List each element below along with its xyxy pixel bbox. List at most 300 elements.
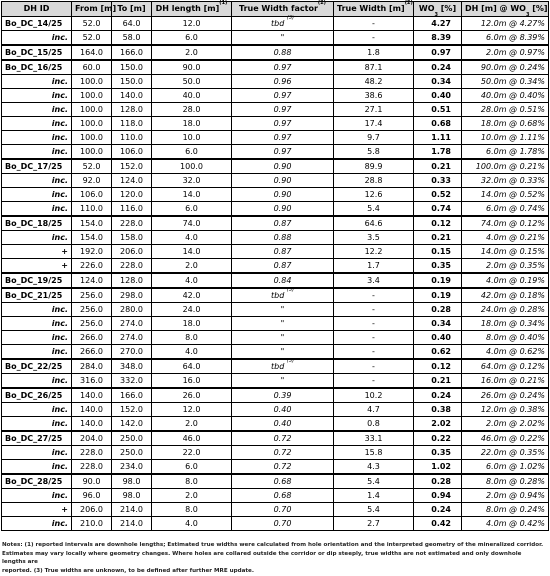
cell-true-width: 3.5	[334, 231, 414, 245]
cell-to: 110.0	[112, 131, 152, 145]
cell-tw-factor: "	[232, 31, 334, 46]
cell-dh-id: inc.	[2, 202, 72, 217]
cell-to: 274.0	[112, 317, 152, 331]
cell-from: 228.0	[72, 446, 112, 460]
cell-tw-factor: "	[232, 345, 334, 360]
cell-true-width: -	[334, 359, 414, 374]
cell-length: 8.0	[152, 331, 232, 345]
cell-length: 42.0	[152, 288, 232, 303]
cell-true-width: 12.2	[334, 245, 414, 259]
cell-true-width: 0.8	[334, 417, 414, 432]
cell-wo3: 0.68	[414, 117, 462, 131]
cell-dh-id: inc.	[2, 446, 72, 460]
cell-to: 118.0	[112, 117, 152, 131]
cell-tw-factor: tbd $^{(3)}$	[232, 288, 334, 303]
cell-to: 128.0	[112, 273, 152, 288]
cell-wo3: 0.97	[414, 45, 462, 60]
cell-tw-factor: 0.84	[232, 273, 334, 288]
header-intercept: DH [m] @ WO3 [%]	[462, 2, 549, 17]
header-wo3: WO3 [%]	[414, 2, 462, 17]
cell-length: 6.0	[152, 202, 232, 217]
cell-tw-factor: 0.70	[232, 503, 334, 517]
cell-wo3: 8.39	[414, 31, 462, 46]
header-length: DH length $[m]^{(1)}$	[152, 2, 232, 17]
cell-intercept: 40.0m @ 0.40%	[462, 89, 549, 103]
notes-line: Notes: (1) reported intervals are downhole lengths; Estimated true widths were calculated from hole orientation and the interpreted geometry of the mineralized corridor.	[2, 542, 544, 548]
cell-wo3: 0.28	[414, 303, 462, 317]
cell-true-width: -	[334, 345, 414, 360]
table-row	[2, 273, 549, 288]
table-row	[2, 303, 549, 317]
cell-to: 280.0	[112, 303, 152, 317]
cell-from: 52.0	[72, 17, 112, 31]
table-row	[2, 446, 549, 460]
cell-intercept: 14.0m @ 0.52%	[462, 188, 549, 202]
cell-wo3: 0.74	[414, 202, 462, 217]
cell-intercept: 14.0m @ 0.15%	[462, 245, 549, 259]
table-row	[2, 231, 549, 245]
table-row	[2, 460, 549, 475]
cell-wo3: 0.34	[414, 317, 462, 331]
table-row	[2, 75, 549, 89]
table-row	[2, 517, 549, 531]
header-row	[2, 2, 549, 17]
cell-from: 228.0	[72, 460, 112, 475]
table-row	[2, 474, 549, 489]
cell-wo3: 2.02	[414, 417, 462, 432]
table-row	[2, 388, 549, 403]
cell-intercept: 74.0m @ 0.12%	[462, 216, 549, 231]
cell-dh-id: Bo_DC_26/25	[2, 388, 72, 403]
cell-intercept: 26.0m @ 0.24%	[462, 388, 549, 403]
cell-to: 120.0	[112, 188, 152, 202]
cell-intercept: 6.0m @ 1.02%	[462, 460, 549, 475]
cell-true-width: 4.7	[334, 403, 414, 417]
cell-tw-factor: 0.40	[232, 417, 334, 432]
cell-from: 256.0	[72, 288, 112, 303]
cell-to: 166.0	[112, 388, 152, 403]
header-true-width: True Width $[m]^{(2)}$	[334, 2, 414, 17]
cell-intercept: 2.0m @ 0.35%	[462, 259, 549, 274]
cell-intercept: 46.0m @ 0.22%	[462, 431, 549, 446]
cell-tw-factor: 0.39	[232, 388, 334, 403]
cell-wo3: 0.35	[414, 259, 462, 274]
cell-length: 26.0	[152, 388, 232, 403]
cell-from: 140.0	[72, 388, 112, 403]
cell-tw-factor: 0.97	[232, 89, 334, 103]
drill-results-table	[1, 1, 549, 531]
cell-to: 214.0	[112, 503, 152, 517]
cell-from: 154.0	[72, 231, 112, 245]
cell-tw-factor: 0.96	[232, 75, 334, 89]
cell-true-width: 9.7	[334, 131, 414, 145]
cell-wo3: 0.19	[414, 288, 462, 303]
cell-tw-factor: 0.97	[232, 103, 334, 117]
table-row	[2, 431, 549, 446]
cell-intercept: 90.0m @ 0.24%	[462, 60, 549, 75]
cell-true-width: -	[334, 317, 414, 331]
cell-tw-factor: 0.68	[232, 474, 334, 489]
cell-from: 110.0	[72, 202, 112, 217]
cell-to: 214.0	[112, 517, 152, 531]
cell-wo3: 0.21	[414, 374, 462, 389]
table-row	[2, 60, 549, 75]
cell-to: 298.0	[112, 288, 152, 303]
cell-from: 100.0	[72, 117, 112, 131]
cell-to: 150.0	[112, 60, 152, 75]
table-row	[2, 417, 549, 432]
cell-tw-factor: 0.90	[232, 159, 334, 174]
cell-wo3: 0.15	[414, 245, 462, 259]
cell-length: 6.0	[152, 31, 232, 46]
cell-wo3: 0.21	[414, 231, 462, 245]
cell-length: 18.0	[152, 317, 232, 331]
cell-length: 2.0	[152, 489, 232, 503]
cell-dh-id: inc.	[2, 89, 72, 103]
cell-intercept: 32.0m @ 0.33%	[462, 174, 549, 188]
cell-tw-factor: 0.90	[232, 174, 334, 188]
table-row	[2, 31, 549, 46]
cell-from: 100.0	[72, 103, 112, 117]
cell-dh-id: +	[2, 503, 72, 517]
cell-tw-factor: 0.68	[232, 489, 334, 503]
cell-intercept: 64.0m @ 0.12%	[462, 359, 549, 374]
cell-to: 128.0	[112, 103, 152, 117]
cell-to: 234.0	[112, 460, 152, 475]
cell-from: 124.0	[72, 273, 112, 288]
cell-intercept: 8.0m @ 0.40%	[462, 331, 549, 345]
cell-to: 152.0	[112, 159, 152, 174]
cell-true-width: -	[334, 303, 414, 317]
cell-to: 158.0	[112, 231, 152, 245]
cell-to: 98.0	[112, 489, 152, 503]
cell-from: 192.0	[72, 245, 112, 259]
cell-wo3: 0.24	[414, 60, 462, 75]
table-notes	[2, 541, 547, 575]
cell-length: 32.0	[152, 174, 232, 188]
cell-from: 92.0	[72, 174, 112, 188]
cell-true-width: 3.4	[334, 273, 414, 288]
cell-to: 228.0	[112, 216, 152, 231]
cell-to: 332.0	[112, 374, 152, 389]
cell-intercept: 50.0m @ 0.34%	[462, 75, 549, 89]
table-row	[2, 45, 549, 60]
cell-intercept: 6.0m @ 0.74%	[462, 202, 549, 217]
cell-true-width: 4.3	[334, 460, 414, 475]
cell-true-width: 15.8	[334, 446, 414, 460]
table-row	[2, 103, 549, 117]
cell-wo3: 0.12	[414, 216, 462, 231]
cell-tw-factor: 0.90	[232, 202, 334, 217]
cell-intercept: 10.0m @ 1.11%	[462, 131, 549, 145]
cell-tw-factor: "	[232, 303, 334, 317]
cell-length: 12.0	[152, 403, 232, 417]
cell-dh-id: Bo_DC_16/25	[2, 60, 72, 75]
cell-intercept: 28.0m @ 0.51%	[462, 103, 549, 117]
cell-true-width: -	[334, 331, 414, 345]
cell-dh-id: inc.	[2, 374, 72, 389]
cell-from: 316.0	[72, 374, 112, 389]
cell-intercept: 4.0m @ 0.62%	[462, 345, 549, 360]
cell-wo3: 1.78	[414, 145, 462, 160]
cell-length: 16.0	[152, 374, 232, 389]
cell-tw-factor: 0.97	[232, 145, 334, 160]
cell-true-width: 5.4	[334, 503, 414, 517]
cell-wo3: 0.34	[414, 75, 462, 89]
cell-from: 100.0	[72, 145, 112, 160]
cell-intercept: 16.0m @ 0.21%	[462, 374, 549, 389]
table-row	[2, 503, 549, 517]
cell-from: 140.0	[72, 403, 112, 417]
cell-true-width: -	[334, 31, 414, 46]
cell-tw-factor: 0.97	[232, 60, 334, 75]
cell-intercept: 42.0m @ 0.18%	[462, 288, 549, 303]
cell-dh-id: inc.	[2, 517, 72, 531]
cell-intercept: 2.0m @ 2.02%	[462, 417, 549, 432]
cell-true-width: -	[334, 374, 414, 389]
cell-tw-factor: 0.88	[232, 231, 334, 245]
cell-intercept: 12.0m @ 4.27%	[462, 17, 549, 31]
cell-to: 228.0	[112, 259, 152, 274]
cell-tw-factor: tbd $^{(3)}$	[232, 17, 334, 31]
cell-dh-id: inc.	[2, 489, 72, 503]
cell-from: 154.0	[72, 216, 112, 231]
cell-length: 2.0	[152, 259, 232, 274]
cell-from: 256.0	[72, 317, 112, 331]
cell-tw-factor: 0.72	[232, 446, 334, 460]
cell-intercept: 22.0m @ 0.35%	[462, 446, 549, 460]
cell-to: 116.0	[112, 202, 152, 217]
cell-to: 98.0	[112, 474, 152, 489]
cell-dh-id: inc.	[2, 188, 72, 202]
cell-from: 52.0	[72, 159, 112, 174]
cell-true-width: 10.2	[334, 388, 414, 403]
cell-tw-factor: 0.88	[232, 45, 334, 60]
cell-tw-factor: "	[232, 374, 334, 389]
cell-dh-id: Bo_DC_28/25	[2, 474, 72, 489]
cell-from: 90.0	[72, 474, 112, 489]
cell-intercept: 2.0m @ 0.94%	[462, 489, 549, 503]
cell-wo3: 4.27	[414, 17, 462, 31]
cell-wo3: 0.42	[414, 517, 462, 531]
cell-dh-id: inc.	[2, 460, 72, 475]
cell-from: 266.0	[72, 331, 112, 345]
cell-wo3: 0.24	[414, 503, 462, 517]
table-row	[2, 374, 549, 389]
cell-true-width: 1.7	[334, 259, 414, 274]
cell-tw-factor: tbd $^{(3)}$	[232, 359, 334, 374]
cell-dh-id: inc.	[2, 131, 72, 145]
cell-length: 4.0	[152, 231, 232, 245]
cell-true-width: -	[334, 288, 414, 303]
table-body	[2, 14, 549, 531]
cell-wo3: 0.33	[414, 174, 462, 188]
cell-from: 106.0	[72, 188, 112, 202]
cell-from: 52.0	[72, 31, 112, 46]
cell-length: 40.0	[152, 89, 232, 103]
cell-dh-id: inc.	[2, 145, 72, 160]
cell-wo3: 0.35	[414, 446, 462, 460]
cell-tw-factor: 0.72	[232, 460, 334, 475]
cell-wo3: 0.51	[414, 103, 462, 117]
table-row	[2, 188, 549, 202]
cell-length: 10.0	[152, 131, 232, 145]
cell-wo3: 0.62	[414, 345, 462, 360]
cell-wo3: 0.94	[414, 489, 462, 503]
cell-dh-id: inc.	[2, 331, 72, 345]
cell-dh-id: inc.	[2, 174, 72, 188]
cell-intercept: 12.0m @ 0.38%	[462, 403, 549, 417]
cell-intercept: 2.0m @ 0.97%	[462, 45, 549, 60]
cell-dh-id: inc.	[2, 303, 72, 317]
cell-true-width: -	[334, 17, 414, 31]
cell-to: 152.0	[112, 403, 152, 417]
cell-true-width: 2.7	[334, 517, 414, 531]
cell-length: 28.0	[152, 103, 232, 117]
cell-length: 74.0	[152, 216, 232, 231]
cell-dh-id: Bo_DC_14/25	[2, 17, 72, 31]
cell-true-width: 17.4	[334, 117, 414, 131]
cell-true-width: 1.8	[334, 45, 414, 60]
table-row	[2, 317, 549, 331]
cell-dh-id: Bo_DC_21/25	[2, 288, 72, 303]
cell-length: 100.0	[152, 159, 232, 174]
cell-intercept: 18.0m @ 0.34%	[462, 317, 549, 331]
cell-wo3: 0.21	[414, 159, 462, 174]
cell-length: 4.0	[152, 345, 232, 360]
cell-tw-factor: "	[232, 317, 334, 331]
cell-wo3: 0.24	[414, 388, 462, 403]
cell-intercept: 4.0m @ 0.21%	[462, 231, 549, 245]
cell-true-width: 5.4	[334, 474, 414, 489]
cell-to: 166.0	[112, 45, 152, 60]
cell-dh-id: inc.	[2, 75, 72, 89]
table-row	[2, 117, 549, 131]
cell-length: 50.0	[152, 75, 232, 89]
cell-intercept: 18.0m @ 0.68%	[462, 117, 549, 131]
cell-tw-factor: 0.72	[232, 431, 334, 446]
cell-intercept: 6.0m @ 1.78%	[462, 145, 549, 160]
cell-length: 8.0	[152, 503, 232, 517]
notes-line: Estimates may vary locally where geometry changes. Where holes are collared outside the corridor or dip steeply, true widths are not estimated and only downhole lengths are	[2, 550, 522, 565]
cell-dh-id: inc.	[2, 417, 72, 432]
cell-length: 6.0	[152, 460, 232, 475]
cell-to: 348.0	[112, 359, 152, 374]
table-row	[2, 288, 549, 303]
cell-from: 140.0	[72, 417, 112, 432]
cell-from: 100.0	[72, 89, 112, 103]
cell-length: 8.0	[152, 474, 232, 489]
cell-to: 58.0	[112, 31, 152, 46]
table-row	[2, 17, 549, 31]
header-from: From [m]	[72, 2, 112, 17]
cell-true-width: 38.6	[334, 89, 414, 103]
cell-length: 4.0	[152, 517, 232, 531]
table-row	[2, 245, 549, 259]
cell-wo3: 1.11	[414, 131, 462, 145]
cell-intercept: 4.0m @ 0.42%	[462, 517, 549, 531]
cell-to: 274.0	[112, 331, 152, 345]
header-tw-factor: True Width factor$^{(2)}$	[232, 2, 334, 17]
cell-true-width: 5.8	[334, 145, 414, 160]
cell-intercept: 8.0m @ 0.24%	[462, 503, 549, 517]
cell-dh-id: inc.	[2, 117, 72, 131]
cell-wo3: 0.19	[414, 273, 462, 288]
cell-length: 22.0	[152, 446, 232, 460]
cell-tw-factor: 0.97	[232, 117, 334, 131]
cell-true-width: 5.4	[334, 202, 414, 217]
cell-wo3: 0.28	[414, 474, 462, 489]
cell-dh-id: Bo_DC_15/25	[2, 45, 72, 60]
cell-from: 100.0	[72, 75, 112, 89]
table-row	[2, 159, 549, 174]
cell-dh-id: Bo_DC_18/25	[2, 216, 72, 231]
cell-to: 250.0	[112, 446, 152, 460]
cell-dh-id: inc.	[2, 345, 72, 360]
cell-length: 4.0	[152, 273, 232, 288]
cell-dh-id: inc.	[2, 31, 72, 46]
table-row	[2, 216, 549, 231]
cell-true-width: 12.6	[334, 188, 414, 202]
table-row	[2, 174, 549, 188]
cell-length: 14.0	[152, 188, 232, 202]
cell-length: 2.0	[152, 417, 232, 432]
cell-wo3: 0.22	[414, 431, 462, 446]
header-dh-id: DH ID	[2, 2, 72, 17]
cell-to: 140.0	[112, 89, 152, 103]
cell-from: 266.0	[72, 345, 112, 360]
cell-dh-id: Bo_DC_19/25	[2, 273, 72, 288]
cell-tw-factor: 0.87	[232, 245, 334, 259]
cell-dh-id: inc.	[2, 231, 72, 245]
cell-length: 2.0	[152, 45, 232, 60]
cell-from: 284.0	[72, 359, 112, 374]
notes-line: reported. (3) True widths are unknown, to be defined after further MRE update.	[2, 567, 254, 574]
cell-from: 256.0	[72, 303, 112, 317]
table-row	[2, 259, 549, 274]
table-row	[2, 345, 549, 360]
cell-intercept: 8.0m @ 0.28%	[462, 474, 549, 489]
cell-tw-factor: 0.87	[232, 216, 334, 231]
cell-to: 206.0	[112, 245, 152, 259]
cell-length: 46.0	[152, 431, 232, 446]
cell-dh-id: Bo_DC_17/25	[2, 159, 72, 174]
cell-tw-factor: "	[232, 331, 334, 345]
cell-to: 250.0	[112, 431, 152, 446]
cell-from: 164.0	[72, 45, 112, 60]
cell-dh-id: inc.	[2, 403, 72, 417]
cell-wo3: 1.02	[414, 460, 462, 475]
cell-to: 124.0	[112, 174, 152, 188]
cell-from: 206.0	[72, 503, 112, 517]
cell-dh-id: Bo_DC_22/25	[2, 359, 72, 374]
cell-length: 24.0	[152, 303, 232, 317]
cell-intercept: 4.0m @ 0.19%	[462, 273, 549, 288]
cell-true-width: 1.4	[334, 489, 414, 503]
cell-dh-id: Bo_DC_27/25	[2, 431, 72, 446]
cell-to: 64.0	[112, 17, 152, 31]
cell-wo3: 0.52	[414, 188, 462, 202]
table-row	[2, 131, 549, 145]
cell-true-width: 48.2	[334, 75, 414, 89]
cell-tw-factor: 0.70	[232, 517, 334, 531]
table-row	[2, 359, 549, 374]
cell-wo3: 0.40	[414, 331, 462, 345]
cell-tw-factor: 0.87	[232, 259, 334, 274]
cell-true-width: 64.6	[334, 216, 414, 231]
header-to: To [m]	[112, 2, 152, 17]
cell-length: 14.0	[152, 245, 232, 259]
